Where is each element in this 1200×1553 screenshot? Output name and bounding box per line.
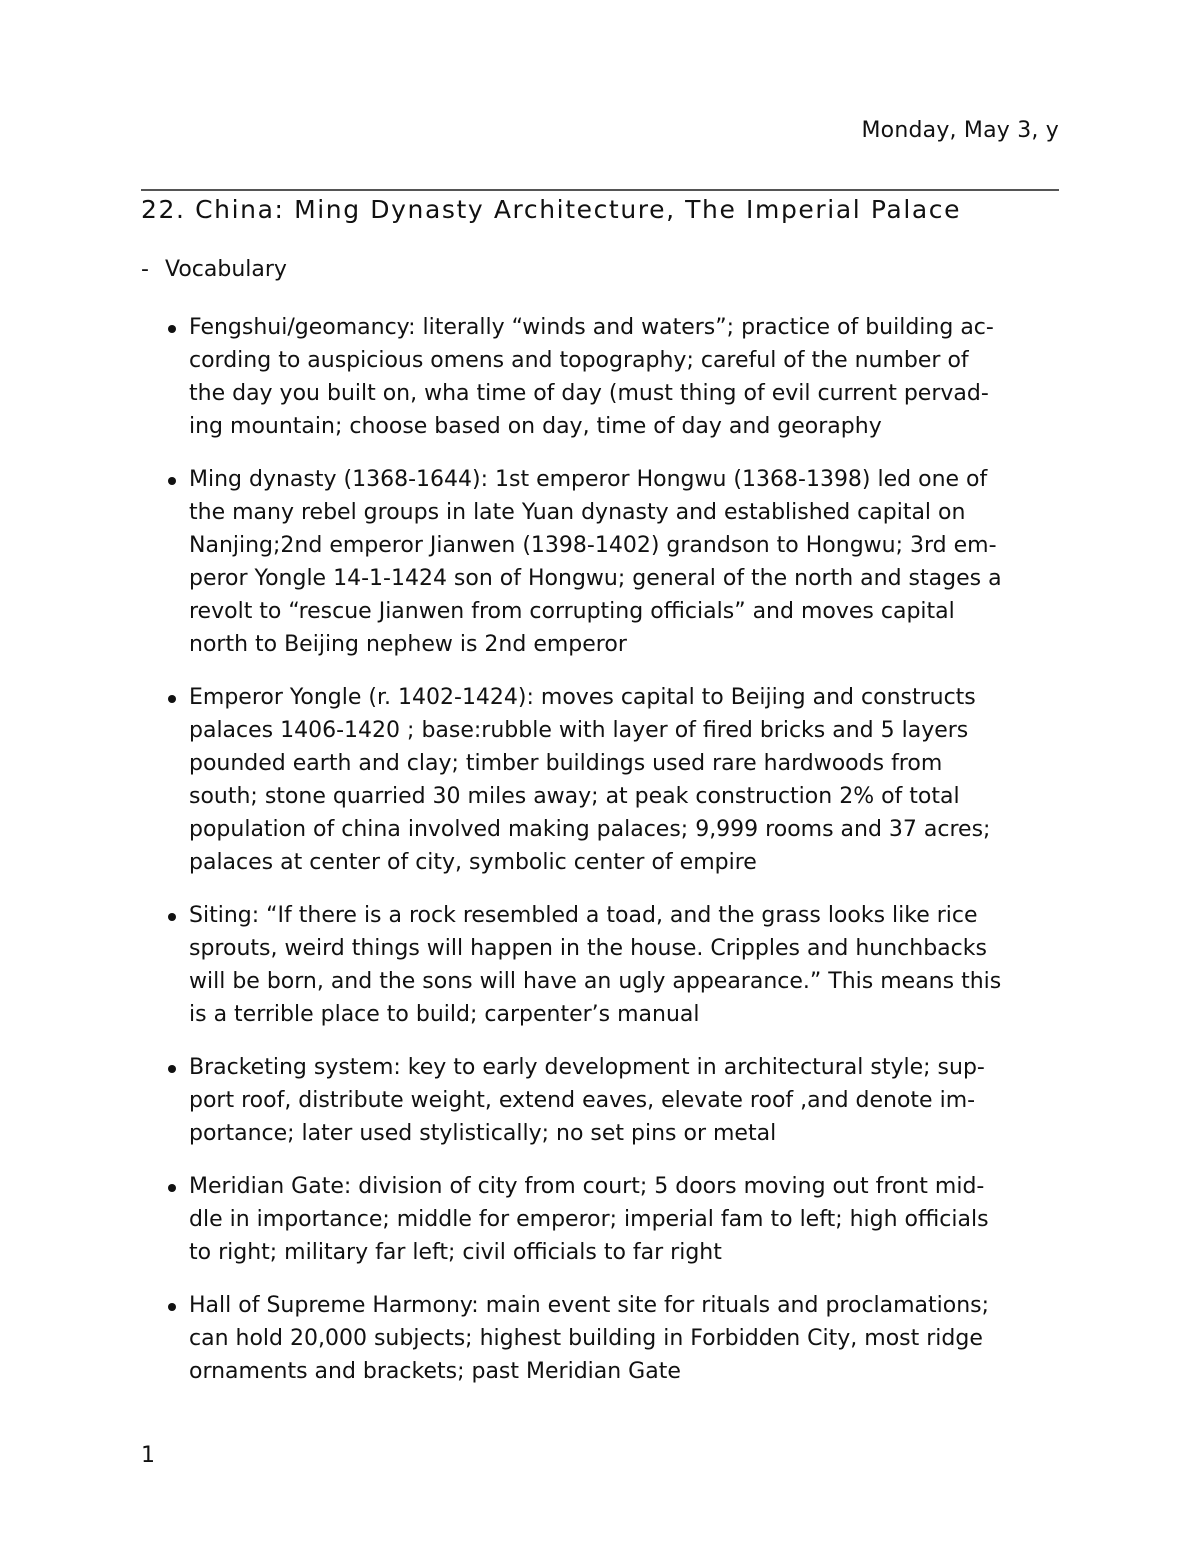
list-item-line: population of china involved making palaces; 9,999 rooms and 37 acres; <box>189 817 991 842</box>
list-item <box>166 1051 1066 1150</box>
list-item-line: Nanjing;2nd emperor Jianwen (1398-1402) grandson to Hongwu; 3rd em- <box>189 533 997 558</box>
list-item-line: can hold 20,000 subjects; highest building in Forbidden City, most ridge <box>189 1326 983 1351</box>
bullet-icon <box>168 695 176 703</box>
bullet-icon <box>168 477 176 485</box>
list-item-line: Fengshui/geomancy: literally “winds and waters”; practice of building ac- <box>189 315 994 340</box>
list-item <box>166 899 1066 1031</box>
list-item-line: Meridian Gate: division of city from court; 5 doors moving out front mid- <box>189 1174 985 1199</box>
list-item <box>166 681 1066 879</box>
list-item-line: Ming dynasty (1368-1644): 1st emperor Hongwu (1368-1398) led one of <box>189 467 988 492</box>
page-number: 1 <box>141 1443 155 1468</box>
list-item <box>166 311 1066 443</box>
list-item-line: dle in importance; middle for emperor; imperial fam to left; high officials <box>189 1207 989 1232</box>
list-item-line: revolt to “rescue Jianwen from corrupting officials” and moves capital <box>189 599 955 624</box>
list-item-line: peror Yongle 14-1-1424 son of Hongwu; general of the north and stages a <box>189 566 1002 591</box>
bullet-icon <box>168 1184 176 1192</box>
list-item-line: ornaments and brackets; past Meridian Gate <box>189 1359 681 1384</box>
page-title: 22. China: Ming Dynasty Architecture, The Imperial Palace <box>141 195 962 224</box>
section-dash: - <box>141 257 149 282</box>
list-item <box>166 463 1066 661</box>
section-heading <box>141 255 287 285</box>
list-item-line: sprouts, weird things will happen in the house. Cripples and hunchbacks <box>189 936 987 961</box>
list-item-line: portance; later used stylistically; no set pins or metal <box>189 1121 777 1146</box>
list-item-line: is a terrible place to build; carpenter’s manual <box>189 1002 700 1027</box>
list-item-line: pounded earth and clay; timber buildings used rare hardwoods from <box>189 751 943 776</box>
list-item-line: Hall of Supreme Harmony: main event site for rituals and proclamations; <box>189 1293 990 1318</box>
section-label: Vocabulary <box>165 257 287 282</box>
list-item-line: will be born, and the sons will have an ugly appearance.” This means this <box>189 969 1002 994</box>
list-item-line: north to Beijing nephew is 2nd emperor <box>189 632 627 657</box>
bullet-icon <box>168 913 176 921</box>
bullet-icon <box>168 1303 176 1311</box>
list-item-line: the many rebel groups in late Yuan dynasty and established capital on <box>189 500 966 525</box>
list-item-line: Bracketing system: key to early development in architectural style; sup- <box>189 1055 985 1080</box>
list-item-line: to right; military far left; civil officials to far right <box>189 1240 722 1265</box>
list-item-line: Emperor Yongle (r. 1402-1424): moves capital to Beijing and constructs <box>189 685 976 710</box>
list-item-line: south; stone quarried 30 miles away; at peak construction 2% of total <box>189 784 960 809</box>
list-item <box>166 1170 1066 1269</box>
list-item <box>166 1289 1066 1388</box>
bullet-icon <box>168 325 176 333</box>
header-date: Monday, May 3, y <box>861 118 1059 143</box>
list-item-line: port roof, distribute weight, extend eaves, elevate roof ,and denote im- <box>189 1088 976 1113</box>
list-item-line: ing mountain; choose based on day, time of day and georaphy <box>189 414 882 439</box>
list-item-line: cording to auspicious omens and topography; careful of the number of <box>189 348 969 373</box>
bullet-icon <box>168 1065 176 1073</box>
list-item-line: palaces 1406-1420 ; base:rubble with layer of fired bricks and 5 layers <box>189 718 969 743</box>
header-rule <box>141 189 1059 191</box>
list-item-line: the day you built on, wha time of day (must thing of evil current pervad- <box>189 381 989 406</box>
list-item-line: Siting: “If there is a rock resembled a toad, and the grass looks like rice <box>189 903 978 928</box>
vocabulary-list <box>166 311 1066 1408</box>
list-item-line: palaces at center of city, symbolic center of empire <box>189 850 757 875</box>
